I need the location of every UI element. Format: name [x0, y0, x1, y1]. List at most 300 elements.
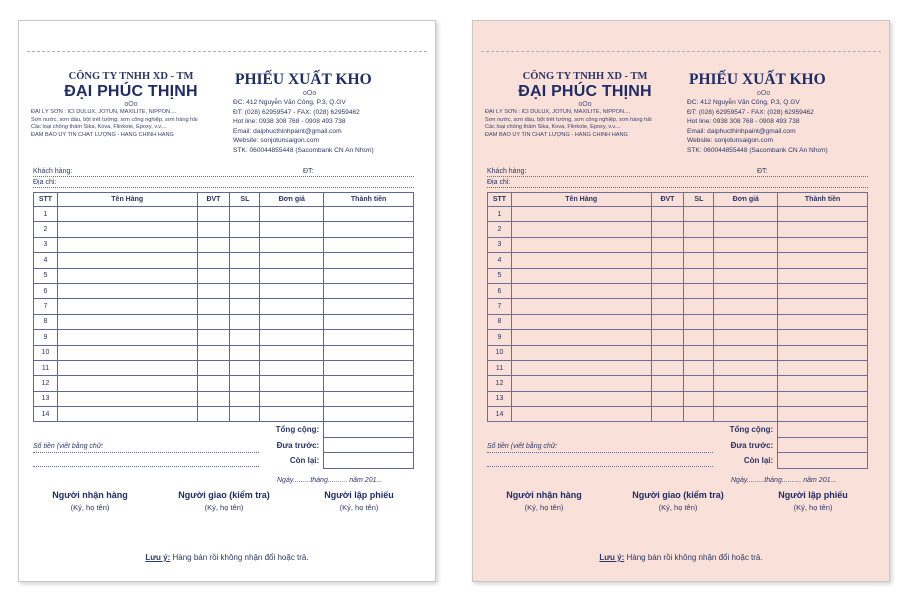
unit-cell [197, 376, 230, 391]
amount-cell [778, 253, 868, 268]
doc-header [233, 71, 429, 156]
amount-cell [324, 299, 414, 314]
table-row [34, 330, 414, 345]
table-row [488, 299, 868, 314]
remaining-cell [324, 453, 414, 468]
item-name-cell [511, 283, 651, 298]
doc-phone: ĐT: (028) 62959547 - FAX: (028) 62959462 [233, 108, 360, 116]
table-header-row [34, 193, 414, 207]
stt-cell: 11 [488, 360, 512, 375]
unit-price-cell [260, 222, 324, 237]
qty-cell [684, 376, 714, 391]
amount-cell [778, 360, 868, 375]
stt-cell: 2 [488, 222, 512, 237]
unit-price-cell [260, 283, 324, 298]
item-name-cell [57, 360, 197, 375]
remaining-label: Còn lại: [260, 453, 324, 468]
company-name: ĐẠI PHÚC THỊNH [64, 83, 198, 100]
signature-receiver [25, 490, 155, 512]
table-row [488, 330, 868, 345]
amount-cell [324, 407, 414, 422]
qty-cell [230, 360, 260, 375]
stt-cell: 12 [488, 376, 512, 391]
amount-cell [778, 330, 868, 345]
table-row [34, 299, 414, 314]
unit-cell [651, 268, 684, 283]
signature-sub: (Ký, họ tên) [204, 503, 244, 512]
stt-cell: 11 [34, 360, 58, 375]
header-qty: SL [230, 193, 260, 207]
table-row [488, 407, 868, 422]
table-row [488, 376, 868, 391]
phone-label: ĐT: [303, 168, 314, 175]
invoice-sheet-white [18, 20, 436, 582]
table-row [488, 207, 868, 222]
item-name-cell [511, 345, 651, 360]
table-row [488, 222, 868, 237]
signature-title: Người nhận hàng [52, 490, 128, 500]
stt-cell: 9 [34, 330, 58, 345]
unit-cell [651, 222, 684, 237]
address-field [487, 178, 868, 188]
unit-price-cell [260, 330, 324, 345]
unit-cell [197, 207, 230, 222]
item-name-cell [57, 237, 197, 252]
amount-cell [778, 237, 868, 252]
unit-cell [651, 330, 684, 345]
unit-cell [197, 330, 230, 345]
doc-account: STK: 060044855448 (Sacombank CN An Nhơn) [233, 146, 374, 154]
qty-cell [230, 237, 260, 252]
unit-cell [651, 407, 684, 422]
unit-cell [197, 283, 230, 298]
total-row [34, 422, 414, 437]
amount-in-words-line [33, 453, 259, 467]
unit-price-cell [714, 299, 778, 314]
unit-cell [651, 391, 684, 406]
signature-title: Người nhận hàng [506, 490, 582, 500]
stt-cell: 6 [34, 283, 58, 298]
unit-price-cell [260, 253, 324, 268]
header-stt: STT [488, 193, 512, 207]
table-row [488, 268, 868, 283]
qty-cell [684, 222, 714, 237]
doc-email: Email: daiphucthinhpaint@gmail.com [687, 127, 796, 135]
signature-title: Người lập phiếu [778, 490, 848, 500]
qty-cell [230, 268, 260, 283]
unit-cell [197, 222, 230, 237]
company-agency: ĐẠI LÝ SƠN : ICI DULUX, JOTUN, MAXILITE, NIPPON.... [31, 109, 177, 115]
stt-cell: 12 [34, 376, 58, 391]
qty-cell [684, 407, 714, 422]
unit-cell [651, 314, 684, 329]
company-desc-2: Các loại chống thấm Sika, Kova, Flinkote, Epoxy, v.v.... [485, 124, 621, 131]
header-unit: ĐVT [651, 193, 684, 207]
item-name-cell [511, 407, 651, 422]
unit-cell [651, 376, 684, 391]
stt-cell: 3 [34, 237, 58, 252]
unit-price-cell [714, 207, 778, 222]
doc-ornament: oOo [757, 90, 771, 97]
stt-cell: 4 [34, 253, 58, 268]
amount-cell [778, 391, 868, 406]
stt-cell: 1 [34, 207, 58, 222]
signature-deliverer [159, 490, 289, 512]
company-header [31, 71, 231, 139]
unit-price-cell [260, 391, 324, 406]
item-name-cell [511, 268, 651, 283]
company-desc-1: Sơn nước, sơn dầu, bột trét tường, sơn công nghiệp, sơn hàng hải [485, 116, 652, 123]
doc-address: ĐC: 412 Nguyễn Văn Công, P.3, Q.GV [233, 99, 346, 106]
stt-cell: 13 [34, 391, 58, 406]
unit-price-cell [260, 299, 324, 314]
table-row [34, 345, 414, 360]
amount-in-words-line [487, 453, 713, 467]
item-name-cell [57, 345, 197, 360]
item-name-cell [511, 253, 651, 268]
phone-label: ĐT: [757, 168, 768, 175]
item-name-cell [511, 314, 651, 329]
unit-cell [197, 253, 230, 268]
item-name-cell [57, 376, 197, 391]
company-agency: ĐẠI LÝ SƠN : ICI DULUX, JOTUN, MAXILITE, NIPPON.... [485, 109, 631, 115]
doc-website: Website: sonjotunsaigon.com [233, 137, 320, 145]
unit-price-cell [714, 345, 778, 360]
amount-cell [324, 253, 414, 268]
unit-price-cell [260, 207, 324, 222]
unit-price-cell [714, 222, 778, 237]
amount-cell [324, 391, 414, 406]
stt-cell: 10 [488, 345, 512, 360]
stt-cell: 5 [34, 268, 58, 283]
table-row [34, 391, 414, 406]
qty-cell [230, 207, 260, 222]
signature-title: Người giao (kiểm tra) [632, 490, 724, 500]
stt-cell: 2 [34, 222, 58, 237]
qty-cell [230, 314, 260, 329]
item-name-cell [57, 299, 197, 314]
item-name-cell [57, 222, 197, 237]
table-row [488, 360, 868, 375]
table-row [34, 376, 414, 391]
unit-cell [651, 237, 684, 252]
table-row [34, 253, 414, 268]
signature-sub: (Ký, họ tên) [793, 503, 833, 512]
company-guarantee: ĐẢM BẢO UY TÍN CHẤT LƯỢNG - HÀNG CHÍNH HÃNG [485, 131, 628, 138]
stt-cell: 8 [488, 314, 512, 329]
amount-in-words-label: Số tiền (viết bằng chữ: [33, 443, 259, 453]
qty-cell [230, 345, 260, 360]
stt-cell: 6 [488, 283, 512, 298]
invoice-sheet-pink [472, 20, 890, 582]
customer-label: Khách hàng: [487, 168, 527, 175]
doc-email: Email: daiphucthinhpaint@gmail.com [233, 127, 342, 135]
amount-cell [778, 376, 868, 391]
signature-sub: (Ký, họ tên) [339, 503, 379, 512]
remaining-label: Còn lại: [714, 453, 778, 468]
item-name-cell [511, 207, 651, 222]
table-row [488, 345, 868, 360]
unit-cell [651, 299, 684, 314]
doc-header [687, 71, 883, 156]
stt-cell: 4 [488, 253, 512, 268]
item-name-cell [511, 360, 651, 375]
company-type: CÔNG TY TNHH XD - TM [522, 71, 648, 82]
header-amount: Thành tiền [778, 193, 868, 207]
item-name-cell [511, 299, 651, 314]
prepaid-cell [778, 437, 868, 452]
qty-cell [684, 268, 714, 283]
amount-cell [324, 207, 414, 222]
header-unit-price: Đơn giá [260, 193, 324, 207]
items-table [33, 192, 414, 469]
unit-price-cell [714, 330, 778, 345]
table-row [34, 207, 414, 222]
amount-cell [778, 207, 868, 222]
amount-cell [778, 283, 868, 298]
qty-cell [684, 237, 714, 252]
item-name-cell [511, 222, 651, 237]
date-line: Ngày.........tháng.......... năm 201... [731, 477, 837, 484]
qty-cell [230, 253, 260, 268]
header-item-name: Tên Hàng [511, 193, 651, 207]
item-name-cell [57, 253, 197, 268]
qty-cell [684, 330, 714, 345]
header-unit: ĐVT [197, 193, 230, 207]
amount-cell [324, 283, 414, 298]
amount-cell [324, 376, 414, 391]
stt-cell: 13 [488, 391, 512, 406]
table-header-row [488, 193, 868, 207]
table-row [488, 283, 868, 298]
signature-preparer [294, 490, 424, 512]
doc-ornament: oOo [303, 90, 317, 97]
unit-cell [651, 253, 684, 268]
doc-hotline: Hot line: 0938 308 768 - 0908 493 738 [687, 118, 800, 126]
stt-cell: 9 [488, 330, 512, 345]
qty-cell [684, 360, 714, 375]
amount-in-words [487, 443, 713, 467]
amount-cell [778, 268, 868, 283]
signature-deliverer [613, 490, 743, 512]
unit-cell [651, 360, 684, 375]
item-name-cell [511, 237, 651, 252]
stt-cell: 14 [34, 407, 58, 422]
amount-cell [324, 345, 414, 360]
table-row [34, 407, 414, 422]
company-guarantee: ĐẢM BẢO UY TÍN CHẤT LƯỢNG - HÀNG CHÍNH HÃNG [31, 131, 174, 138]
table-row [34, 222, 414, 237]
unit-price-cell [260, 407, 324, 422]
address-label: Địa chỉ: [33, 179, 57, 186]
unit-cell [197, 360, 230, 375]
signature-title: Người giao (kiểm tra) [178, 490, 270, 500]
header-item-name: Tên Hàng [57, 193, 197, 207]
unit-price-cell [260, 314, 324, 329]
unit-price-cell [260, 376, 324, 391]
customer-field [33, 167, 414, 177]
unit-cell [197, 299, 230, 314]
prepaid-label: Đưa trước: [260, 437, 324, 452]
amount-cell [778, 222, 868, 237]
perforation-line [481, 51, 881, 52]
header-unit-price: Đơn giá [714, 193, 778, 207]
qty-cell [684, 253, 714, 268]
unit-price-cell [260, 345, 324, 360]
customer-field [487, 167, 868, 177]
unit-price-cell [714, 283, 778, 298]
prepaid-cell [324, 437, 414, 452]
unit-cell [651, 345, 684, 360]
company-desc-2: Các loại chống thấm Sika, Kova, Flinkote, Epoxy, v.v.... [31, 124, 167, 131]
table-row [34, 314, 414, 329]
qty-cell [230, 299, 260, 314]
total-row [488, 422, 868, 437]
signature-preparer [748, 490, 878, 512]
amount-cell [324, 268, 414, 283]
unit-cell [197, 391, 230, 406]
amount-in-words-label: Số tiền (viết bằng chữ: [487, 443, 713, 453]
amount-cell [778, 314, 868, 329]
signature-receiver [479, 490, 609, 512]
qty-cell [684, 299, 714, 314]
stt-cell: 3 [488, 237, 512, 252]
stt-cell: 14 [488, 407, 512, 422]
perforation-line [27, 51, 427, 52]
amount-cell [778, 299, 868, 314]
unit-price-cell [260, 268, 324, 283]
table-row [488, 391, 868, 406]
header-amount: Thành tiền [324, 193, 414, 207]
qty-cell [230, 407, 260, 422]
prepaid-label: Đưa trước: [714, 437, 778, 452]
qty-cell [230, 222, 260, 237]
stt-cell: 7 [34, 299, 58, 314]
footer-note [473, 553, 889, 562]
unit-price-cell [714, 391, 778, 406]
header-stt: STT [34, 193, 58, 207]
stt-cell: 1 [488, 207, 512, 222]
amount-cell [324, 330, 414, 345]
unit-price-cell [714, 253, 778, 268]
total-cell [778, 422, 868, 437]
footer-note [19, 553, 435, 562]
item-name-cell [57, 407, 197, 422]
table-row [34, 237, 414, 252]
note-label: Lưu ý: [599, 553, 625, 562]
unit-cell [197, 237, 230, 252]
table-row [34, 360, 414, 375]
item-name-cell [57, 283, 197, 298]
table-row [488, 253, 868, 268]
amount-cell [778, 345, 868, 360]
unit-cell [197, 345, 230, 360]
table-row [34, 283, 414, 298]
item-name-cell [511, 391, 651, 406]
unit-price-cell [714, 360, 778, 375]
amount-in-words [33, 443, 259, 467]
item-name-cell [57, 207, 197, 222]
unit-cell [197, 268, 230, 283]
doc-address: ĐC: 412 Nguyễn Văn Công, P.3, Q.GV [687, 99, 800, 106]
qty-cell [684, 207, 714, 222]
unit-cell [651, 283, 684, 298]
signature-sub: (Ký, họ tên) [70, 503, 110, 512]
signature-title: Người lập phiếu [324, 490, 394, 500]
note-text: Hàng bán rồi không nhận đổi hoặc trả. [170, 553, 309, 562]
table-row [488, 237, 868, 252]
unit-price-cell [714, 237, 778, 252]
unit-price-cell [714, 376, 778, 391]
company-desc-1: Sơn nước, sơn dầu, bột trét tường, sơn công nghiệp, sơn hàng hải [31, 116, 198, 123]
company-ornament: oOo [124, 101, 138, 108]
qty-cell [230, 283, 260, 298]
items-table [487, 192, 868, 469]
remaining-cell [778, 453, 868, 468]
total-cell [324, 422, 414, 437]
item-name-cell [57, 268, 197, 283]
qty-cell [230, 330, 260, 345]
item-name-cell [57, 330, 197, 345]
amount-cell [324, 222, 414, 237]
note-text: Hàng bán rồi không nhận đổi hoặc trả. [624, 553, 763, 562]
doc-account: STK: 060044855448 (Sacombank CN An Nhơn) [687, 146, 828, 154]
item-name-cell [57, 391, 197, 406]
total-label: Tổng cộng: [260, 422, 324, 437]
item-name-cell [57, 314, 197, 329]
qty-cell [230, 376, 260, 391]
doc-phone: ĐT: (028) 62959547 - FAX: (028) 62959462 [687, 108, 814, 116]
table-row [488, 314, 868, 329]
qty-cell [230, 391, 260, 406]
doc-title: PHIẾU XUẤT KHO [235, 71, 372, 88]
amount-cell [324, 314, 414, 329]
qty-cell [684, 391, 714, 406]
amount-cell [324, 237, 414, 252]
company-header [485, 71, 685, 139]
amount-cell [778, 407, 868, 422]
unit-price-cell [714, 314, 778, 329]
stt-cell: 10 [34, 345, 58, 360]
customer-label: Khách hàng: [33, 168, 73, 175]
unit-price-cell [260, 237, 324, 252]
stt-cell: 8 [34, 314, 58, 329]
total-label: Tổng cộng: [714, 422, 778, 437]
stt-cell: 5 [488, 268, 512, 283]
unit-price-cell [260, 360, 324, 375]
company-type: CÔNG TY TNHH XD - TM [68, 71, 194, 82]
item-name-cell [511, 376, 651, 391]
qty-cell [684, 283, 714, 298]
amount-cell [324, 360, 414, 375]
unit-cell [197, 407, 230, 422]
address-field [33, 178, 414, 188]
stt-cell: 7 [488, 299, 512, 314]
unit-cell [651, 207, 684, 222]
signature-sub: (Ký, họ tên) [658, 503, 698, 512]
company-ornament: oOo [578, 101, 592, 108]
doc-hotline: Hot line: 0938 308 768 - 0908 493 738 [233, 118, 346, 126]
table-row [34, 268, 414, 283]
unit-cell [197, 314, 230, 329]
unit-price-cell [714, 268, 778, 283]
company-name: ĐẠI PHÚC THỊNH [518, 83, 652, 100]
doc-website: Website: sonjotunsaigon.com [687, 137, 774, 145]
address-label: Địa chỉ: [487, 179, 511, 186]
header-qty: SL [684, 193, 714, 207]
qty-cell [684, 314, 714, 329]
date-line: Ngày.........tháng.......... năm 201... [277, 477, 383, 484]
